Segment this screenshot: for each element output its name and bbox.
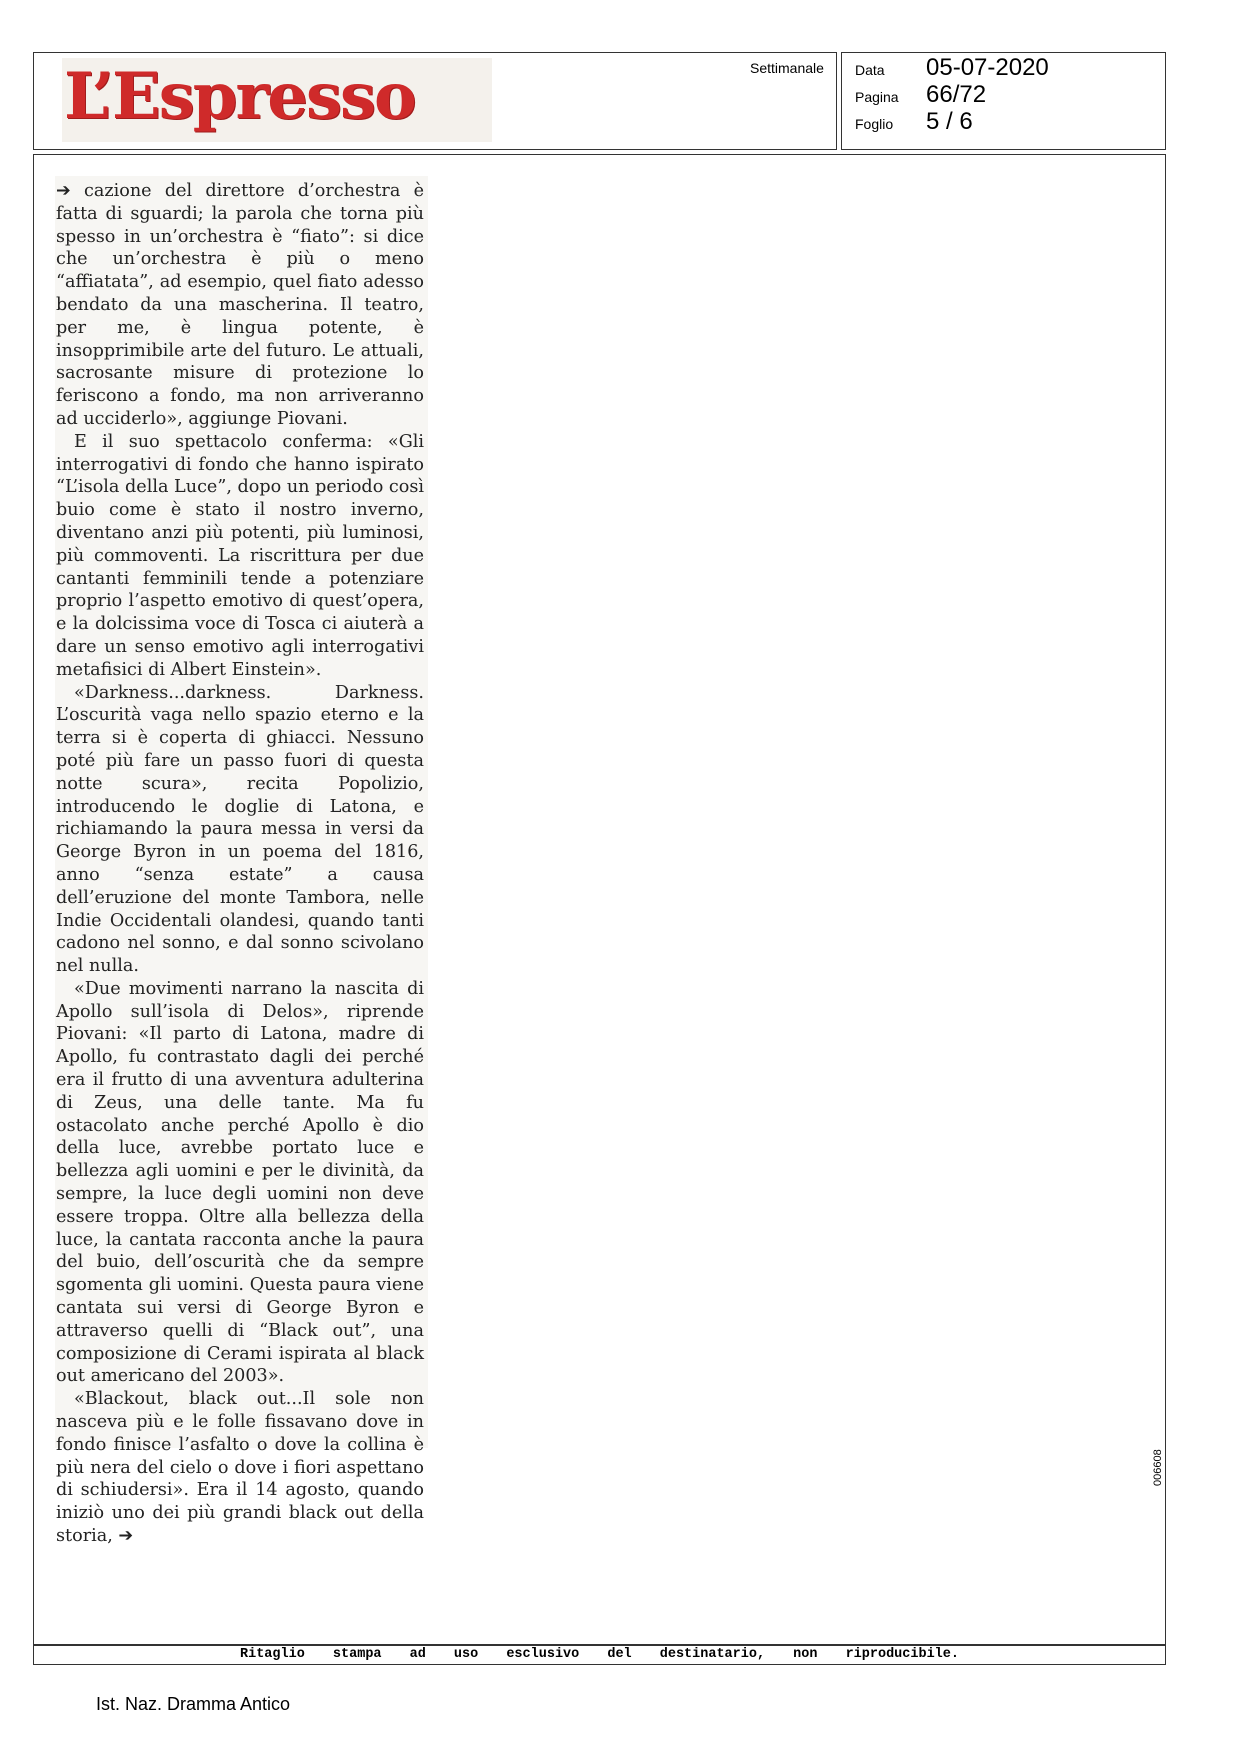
publication-logo: L’Espresso	[64, 59, 415, 134]
article-column	[56, 180, 424, 1548]
data-value: 05-07-2020	[926, 54, 1049, 81]
foglio-value: 5 / 6	[926, 108, 973, 135]
pagina-label: Pagina	[855, 89, 899, 105]
continued-arrow-icon: ➔	[56, 181, 71, 201]
article-paragraph-3: «Darkness...darkness. Darkness. L’oscurità vaga nello spazio eterno e la terra si è coperta di ghiacci. Nessuno poté più fare un passo fuori di questa notte scura», recita Popolizio, introducendo le doglie di Latona, e richiamando la paura messa in versi da George Byron in un poema del 1816, anno “senza estate” a causa dell’eruzione del monte Tambora, nelle Indie Occidentali olandesi, quando tanti cadono nel sonno, e dal sonno scivolano nel nulla.	[56, 682, 424, 977]
footer-notice: Ritaglio stampa ad uso esclusivo del destinatario, non riproducibile.	[240, 1647, 959, 1662]
data-label: Data	[855, 62, 885, 78]
continues-arrow-icon: ➔	[118, 1526, 134, 1547]
article-paragraph-5	[56, 1388, 424, 1548]
source-label: Ist. Naz. Dramma Antico	[96, 1694, 291, 1714]
periodicity-label: Settimanale	[750, 60, 824, 76]
article-paragraph-2: E il suo spettacolo conferma: «Gli interrogativi di fondo che hanno ispirato “L’isola della Luce”, dopo un periodo così buio come è stato il nostro inverno, diventano anzi più potenti, più luminosi, più commoventi. La riscrittura per due cantanti femminili tende a potenziare proprio l’aspetto emotivo di quest’opera, e la dolcissima voce di Tosca ci aiuterà a dare un senso emotivo agli interrogativi metafisici di Albert Einstein».	[56, 431, 424, 680]
paragraph-text: cazione del direttore d’orchestra è fatta di sguardi; la parola che torna più spesso in un’orchestra è “fiato”: si dice che un’orchestra è più o meno “affiatata”, ad esempio, quel fiato adesso bendato da una mascherina. Il teatro, per me, è lingua potente, è insopprimibile arte del futuro. Le attuali, sacrosante misure di protezione lo feriscono a fondo, ma non arriveranno ad ucciderlo», aggiunge Piovani.	[56, 181, 424, 429]
article-paragraph-4: «Due movimenti narrano la nascita di Apollo sull’isola di Delos», riprende Piovani: «Il parto di Latona, madre di Apollo, fu contrastato dagli dei perché era il frutto di una avventura adulterina di Zeus, una delle tante. Ma fu ostacolato anche perché Apollo è dio della luce, avrebbe portato luce e bellezza agli uomini e per le divinità, da sempre, la luce degli uomini non deve essere troppa. Oltre alla bellezza della luce, la cantata racconta anche la paura del buio, dell’oscurità che da sempre sgomenta gli uomini. Questa paura viene cantata sui versi di George Byron e attraverso quelli di “Black out”, una composizione di Cerami ispirata al black out americano del 2003».	[56, 978, 424, 1387]
document-code: 006608	[1152, 1449, 1164, 1486]
foglio-label: Foglio	[855, 116, 894, 132]
paragraph-text: «Blackout, black out...Il sole non nasceva più e le folle fissavano dove in fondo finisce l’asfalto o dove la collina è più nera del cielo o dove i fiori aspettano di schiudersi». Era il 14 agosto, quando iniziò uno dei più grandi black out della storia,	[56, 1389, 424, 1547]
article-paragraph-1	[56, 180, 424, 431]
pagina-value: 66/72	[926, 81, 987, 108]
